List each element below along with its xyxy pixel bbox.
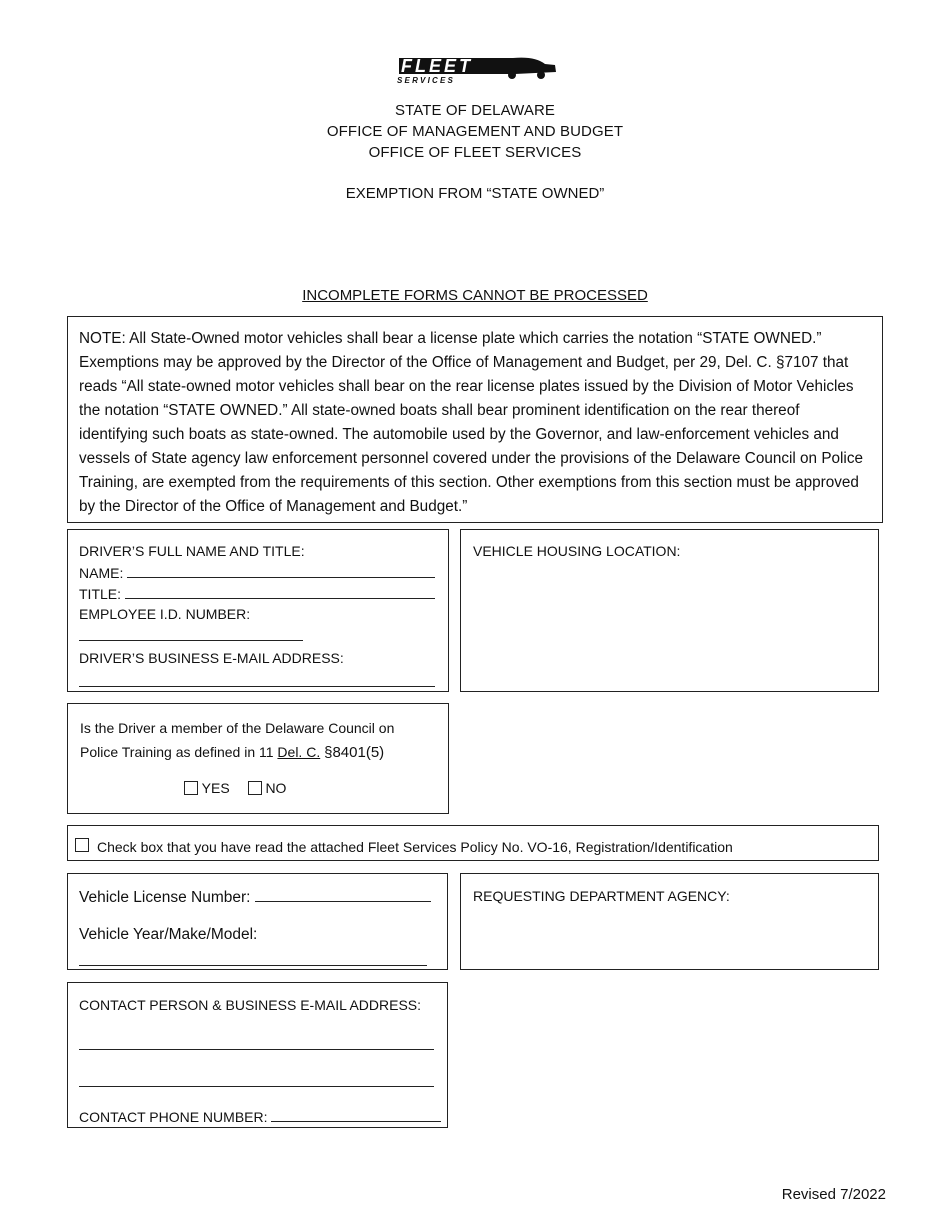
driver-title-row	[79, 584, 439, 605]
contact-box	[67, 982, 448, 1128]
employee-id-field[interactable]	[79, 640, 303, 641]
policy-check-box	[67, 825, 879, 861]
form-title: EXEMPTION FROM “STATE OWNED”	[345, 185, 605, 202]
police-section: §8401(5)	[324, 744, 385, 761]
warning-text: INCOMPLETE FORMS CANNOT BE PROCESSED	[302, 287, 648, 304]
incomplete-forms-warning	[0, 287, 950, 304]
police-question-pre: Police Training as defined in 11	[80, 744, 278, 760]
license-field[interactable]	[255, 886, 431, 902]
police-question	[80, 716, 394, 765]
contact-phone-row	[79, 1107, 441, 1128]
title-field[interactable]	[125, 584, 435, 599]
contact-line-2[interactable]	[79, 1086, 434, 1087]
police-question-line1: Is the Driver a member of the Delaware Council on	[80, 720, 395, 736]
requesting-agency-box[interactable]	[460, 873, 879, 970]
header-office-fleet: OFFICE OF FLEET SERVICES	[368, 144, 582, 161]
license-label: Vehicle License Number:	[79, 889, 251, 906]
police-citation: Del. C.	[277, 744, 321, 760]
employee-id-label: EMPLOYEE I.D. NUMBER:	[79, 606, 251, 622]
revision-date: Revised 7/2022	[781, 1186, 886, 1203]
ymm-label: Vehicle Year/Make/Model:	[79, 926, 258, 943]
no-label: NO	[265, 780, 287, 796]
vehicle-housing-box[interactable]	[460, 529, 879, 692]
policy-check-label: Check box that you have read the attached Fleet Services Policy No. VO-16, Registration/Identification	[97, 839, 733, 855]
yes-label: YES	[201, 780, 230, 796]
driver-email-label: DRIVER’S BUSINESS E-MAIL ADDRESS:	[79, 650, 344, 666]
police-training-box	[67, 703, 449, 814]
police-question-line2	[80, 740, 394, 765]
contact-heading: CONTACT PERSON & BUSINESS E-MAIL ADDRESS:	[79, 997, 422, 1013]
yes-checkbox[interactable]	[184, 781, 198, 795]
note-box	[67, 316, 883, 523]
policy-checkbox[interactable]	[75, 838, 89, 852]
no-checkbox[interactable]	[248, 781, 262, 795]
note-text: NOTE: All State-Owned motor vehicles shall bear a license plate which carries the notation “STATE OWNED.” Exemptions may be approved by the Director of the Office of Management and Budget, per 29, Del. C. §7107 that reads “All state-owned motor vehicles shall bear on the rear license plates issued by the Division of Motor Vehicles the notation “STATE OWNED.” All state-owned boats shall bear prominent identification on the rear thereof identifying such boats as state-owned. The automobile used by the Governor, and law-enforcement vehicles and vessels of State agency law enforcement personnel covered under the provisions of the Delaware Council on Police Training, are exempted from the requirements of this section. Other exemptions from this section must be approved by the Director of the Office of Management and Budget.”	[79, 330, 863, 515]
driver-email-field[interactable]	[79, 686, 435, 687]
logo-subtext: SERVICES	[397, 76, 456, 84]
contact-phone-label: CONTACT PHONE NUMBER:	[79, 1109, 268, 1125]
driver-info-box	[67, 529, 449, 692]
driver-name-row	[79, 563, 439, 584]
header-office-omb: OFFICE OF MANAGEMENT AND BUDGET	[326, 123, 624, 140]
contact-phone-field[interactable]	[271, 1107, 441, 1122]
fleet-services-logo	[395, 52, 557, 84]
title-label: TITLE:	[79, 586, 122, 602]
logo-text: FLEET	[401, 56, 473, 76]
name-label: NAME:	[79, 565, 124, 581]
vehicle-info-box	[67, 873, 448, 970]
name-field[interactable]	[127, 563, 435, 578]
contact-line-1[interactable]	[79, 1049, 434, 1050]
police-options	[184, 778, 286, 799]
ymm-field[interactable]	[79, 965, 427, 966]
license-row	[79, 886, 431, 907]
vehicle-housing-label: VEHICLE HOUSING LOCATION:	[473, 543, 681, 559]
driver-heading: DRIVER’S FULL NAME AND TITLE:	[79, 543, 305, 559]
header-state: STATE OF DELAWARE	[394, 102, 556, 119]
requesting-agency-label: REQUESTING DEPARTMENT AGENCY:	[473, 888, 730, 904]
